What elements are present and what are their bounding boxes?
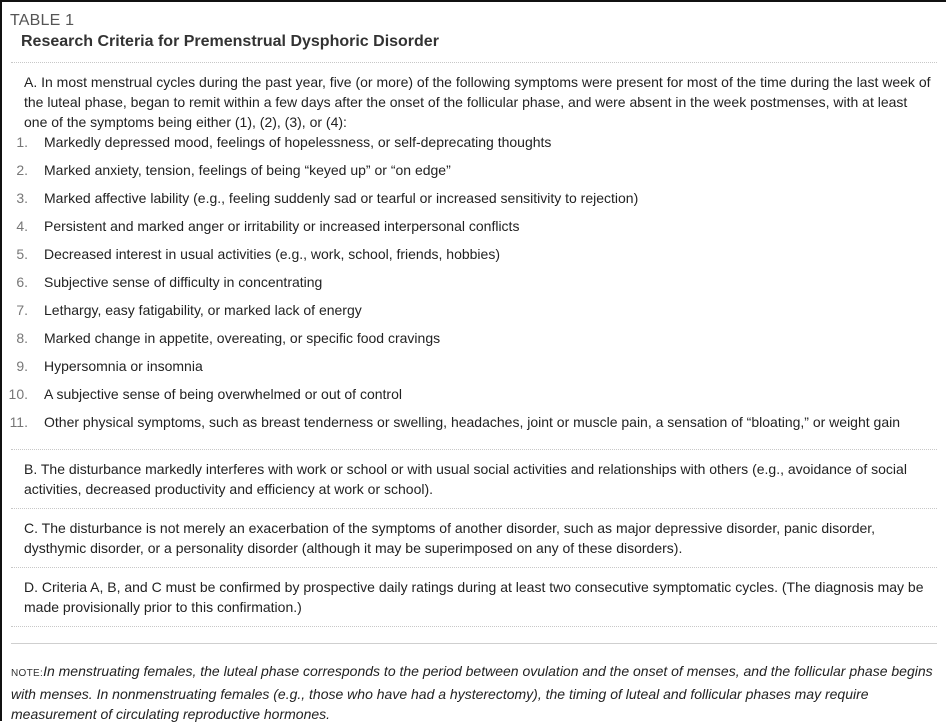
list-item: [0, 160, 940, 180]
item-number: 10.: [8, 386, 28, 402]
list-item: [0, 412, 940, 432]
item-text: Marked anxiety, tension, feelings of being “keyed up” or “on edge”: [44, 162, 451, 178]
item-number: 7.: [16, 302, 28, 318]
table-title: Research Criteria for Premenstrual Dysphoric Disorder: [21, 33, 439, 50]
table-note: [11, 661, 937, 724]
item-number: 6.: [16, 274, 28, 290]
list-item: [0, 272, 940, 292]
list-item: [0, 188, 940, 208]
item-number: 8.: [16, 330, 28, 346]
item-text: Subjective sense of difficulty in concentrating: [44, 274, 323, 290]
item-text: Other physical symptoms, such as breast tenderness or swelling, headaches, joint or muscle pain, a sensation of “bloating,” or weight gain: [44, 414, 900, 430]
criterion-d-text: D. Criteria A, B, and C must be confirmed by prospective daily ratings during at least two consecutive symptomatic cycles. (The diagnosis may be made provisionally prior to this confirmation.): [24, 579, 924, 615]
divider: [11, 449, 937, 450]
divider: [11, 643, 937, 644]
table-label: TABLE 1: [10, 12, 75, 29]
divider: [11, 62, 937, 63]
list-item: [0, 328, 940, 348]
divider: [11, 567, 937, 568]
item-text: Marked change in appetite, overeating, or specific food cravings: [44, 330, 441, 346]
item-number: 2.: [16, 162, 28, 178]
criterion-c-text: C. The disturbance is not merely an exacerbation of the symptoms of another disorder, such as major depressive disorder, panic disorder, dysthymic disorder, or a personality disorder (although it may be superimposed on any of these disorders).: [24, 520, 876, 556]
list-item: [0, 384, 940, 404]
list-item: [0, 132, 940, 152]
item-text: A subjective sense of being overwhelmed or out of control: [44, 386, 402, 402]
item-number: 9.: [16, 358, 28, 374]
criterion-b-text: B. The disturbance markedly interferes with work or school or with usual social activities and relationships with others (e.g., avoidance of social activities, decreased productivity and efficiency at work or school).: [24, 461, 907, 497]
item-number: 3.: [16, 190, 28, 206]
item-number: 4.: [16, 218, 28, 234]
item-text: Decreased interest in usual activities (e.g., work, school, friends, hobbies): [44, 246, 500, 262]
note-text: In menstruating females, the luteal phase corresponds to the period between ovulation and the onset of menses, and the follicular phase begins with menses. In nonmenstruating females (e.g., those who have had a hysterectomy), the timing of luteal and follicular phases may require measurement of circulating reproductive hormones.: [11, 663, 933, 722]
item-number: 11.: [9, 414, 28, 430]
list-item: [0, 300, 940, 320]
item-text: Lethargy, easy fatigability, or marked lack of energy: [44, 302, 362, 318]
item-text: Markedly depressed mood, feelings of hopelessness, or self-deprecating thoughts: [44, 134, 552, 150]
list-item: [0, 244, 940, 264]
item-text: Persistent and marked anger or irritability or increased interpersonal conflicts: [44, 218, 520, 234]
divider: [11, 626, 937, 627]
item-number: 5.: [16, 246, 28, 262]
item-text: Hypersomnia or insomnia: [44, 358, 203, 374]
criterion-a-text: A. In most menstrual cycles during the past year, five (or more) of the following symptoms were present for most of the time during the last week of the luteal phase, began to remit within a few days after the onset of the follicular phase, and were absent in the week postmenses, with at least one of the symptoms being either (1), (2), (3), or (4):: [24, 74, 931, 130]
item-number: 1.: [16, 134, 28, 150]
list-item: [0, 216, 940, 236]
note-label: NOTE:: [11, 668, 44, 679]
item-text: Marked affective lability (e.g., feeling suddenly sad or tearful or increased sensitivity to rejection): [44, 190, 639, 206]
divider: [11, 508, 937, 509]
list-item: [0, 356, 940, 376]
